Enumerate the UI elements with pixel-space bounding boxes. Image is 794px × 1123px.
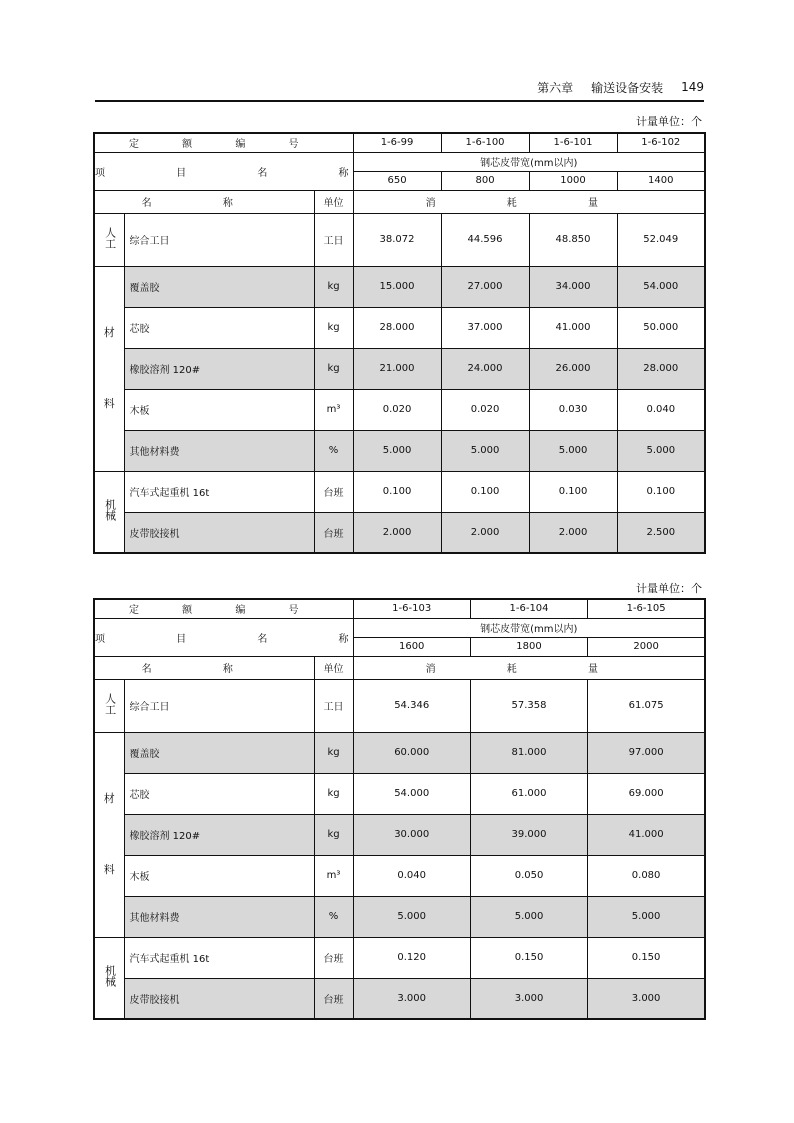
consumption-value: 81.000 xyxy=(470,732,587,773)
table-row xyxy=(94,814,705,855)
item-name-label: 项 目 名 称 xyxy=(94,618,353,656)
consumption-value: 97.000 xyxy=(588,732,705,773)
consumption-value: 5.000 xyxy=(588,896,705,937)
belt-width-value: 1600 xyxy=(353,637,470,656)
category-labor xyxy=(94,213,124,266)
table-row xyxy=(94,855,705,896)
resource-unit: % xyxy=(314,430,353,471)
table-row xyxy=(94,348,705,389)
resource-unit: 台班 xyxy=(314,471,353,512)
resource-unit: m³ xyxy=(314,855,353,896)
quota-code: 1-6-99 xyxy=(353,133,441,152)
resource-unit: kg xyxy=(314,814,353,855)
belt-width-group-label: 钢芯皮带宽(mm以内) xyxy=(353,618,705,637)
resource-name: 汽车式起重机 16t xyxy=(124,471,314,512)
resource-name: 皮带胶接机 xyxy=(124,978,314,1019)
category-materials-bottom: 料 xyxy=(103,396,115,410)
unit-note-2: 计量单位：个 xyxy=(636,582,702,595)
consumption-value: 0.150 xyxy=(470,937,587,978)
table-row xyxy=(94,978,705,1019)
consumption-value: 30.000 xyxy=(353,814,470,855)
resource-name: 木板 xyxy=(124,389,314,430)
chapter-label: 第六章 xyxy=(537,80,574,95)
consumption-value: 5.000 xyxy=(470,896,587,937)
consumption-value: 0.050 xyxy=(470,855,587,896)
quota-number-label: 定 额 编 号 xyxy=(94,133,353,152)
consumption-value: 28.000 xyxy=(353,307,441,348)
resource-unit: % xyxy=(314,896,353,937)
resource-name: 橡胶溶剂 120# xyxy=(124,348,314,389)
resource-unit: 台班 xyxy=(314,512,353,553)
consumption-value: 5.000 xyxy=(353,896,470,937)
category-labor-label: 人工 xyxy=(103,226,117,249)
quota-code: 1-6-101 xyxy=(529,133,617,152)
table-row xyxy=(94,732,705,773)
table-row xyxy=(94,773,705,814)
table-row xyxy=(94,266,705,307)
category-machinery-label: 机械 xyxy=(103,964,117,987)
consumption-value: 34.000 xyxy=(529,266,617,307)
page-header xyxy=(95,74,704,102)
resource-name: 汽车式起重机 16t xyxy=(124,937,314,978)
resource-name: 芯胶 xyxy=(124,307,314,348)
item-name-label: 项 目 名 称 xyxy=(94,152,353,190)
consumption-value: 24.000 xyxy=(441,348,529,389)
quota-table-1 xyxy=(93,132,706,554)
consumption-value: 54.000 xyxy=(353,773,470,814)
consumption-value: 15.000 xyxy=(353,266,441,307)
consumption-label: 消 耗 量 xyxy=(353,656,705,679)
resource-unit: 台班 xyxy=(314,937,353,978)
quota-code: 1-6-102 xyxy=(617,133,705,152)
resource-name: 其他材料费 xyxy=(124,896,314,937)
resource-unit: kg xyxy=(314,732,353,773)
resource-unit: 工日 xyxy=(314,213,353,266)
consumption-value: 2.000 xyxy=(441,512,529,553)
table-row xyxy=(94,512,705,553)
consumption-value: 0.040 xyxy=(617,389,705,430)
quota-code: 1-6-105 xyxy=(588,599,705,618)
category-materials xyxy=(94,732,124,937)
consumption-value: 61.000 xyxy=(470,773,587,814)
consumption-value: 0.150 xyxy=(588,937,705,978)
unit-column-label: 单位 xyxy=(314,656,353,679)
unit-column-label: 单位 xyxy=(314,190,353,213)
unit-note-1: 计量单位：个 xyxy=(636,115,702,128)
table-row xyxy=(94,471,705,512)
resource-unit: m³ xyxy=(314,389,353,430)
consumption-value: 26.000 xyxy=(529,348,617,389)
resource-name: 综合工日 xyxy=(124,213,314,266)
resource-unit: kg xyxy=(314,307,353,348)
category-materials-bottom: 料 xyxy=(103,862,115,876)
belt-width-value: 1800 xyxy=(470,637,587,656)
name-column-label: 名 称 xyxy=(94,190,314,213)
category-labor-label: 人工 xyxy=(103,692,117,715)
consumption-value: 0.100 xyxy=(441,471,529,512)
resource-unit: 工日 xyxy=(314,679,353,732)
resource-name: 橡胶溶剂 120# xyxy=(124,814,314,855)
belt-width-value: 650 xyxy=(353,171,441,190)
consumption-value: 50.000 xyxy=(617,307,705,348)
consumption-value: 0.100 xyxy=(617,471,705,512)
consumption-value: 3.000 xyxy=(470,978,587,1019)
resource-name: 其他材料费 xyxy=(124,430,314,471)
table-row xyxy=(94,430,705,471)
category-machinery-label: 机械 xyxy=(103,498,117,521)
consumption-value: 28.000 xyxy=(617,348,705,389)
resource-unit: 台班 xyxy=(314,978,353,1019)
category-machinery xyxy=(94,471,124,553)
consumption-value: 52.049 xyxy=(617,213,705,266)
table-row xyxy=(94,937,705,978)
consumption-value: 0.100 xyxy=(529,471,617,512)
consumption-value: 38.072 xyxy=(353,213,441,266)
category-materials-top: 材 xyxy=(103,325,115,339)
belt-width-value: 1400 xyxy=(617,171,705,190)
consumption-value: 5.000 xyxy=(353,430,441,471)
consumption-value: 0.020 xyxy=(441,389,529,430)
consumption-value: 37.000 xyxy=(441,307,529,348)
consumption-value: 54.346 xyxy=(353,679,470,732)
consumption-value: 0.020 xyxy=(353,389,441,430)
category-labor xyxy=(94,679,124,732)
table-row xyxy=(94,307,705,348)
consumption-value: 27.000 xyxy=(441,266,529,307)
consumption-value: 0.100 xyxy=(353,471,441,512)
resource-unit: kg xyxy=(314,348,353,389)
table-row xyxy=(94,213,705,266)
consumption-value: 0.080 xyxy=(588,855,705,896)
consumption-value: 41.000 xyxy=(588,814,705,855)
belt-width-group-label: 钢芯皮带宽(mm以内) xyxy=(353,152,705,171)
consumption-value: 69.000 xyxy=(588,773,705,814)
consumption-value: 48.850 xyxy=(529,213,617,266)
resource-name: 综合工日 xyxy=(124,679,314,732)
consumption-value: 5.000 xyxy=(617,430,705,471)
consumption-value: 0.030 xyxy=(529,389,617,430)
name-column-label: 名 称 xyxy=(94,656,314,679)
consumption-value: 44.596 xyxy=(441,213,529,266)
resource-name: 芯胶 xyxy=(124,773,314,814)
consumption-value: 3.000 xyxy=(588,978,705,1019)
quota-table-2 xyxy=(93,598,706,1020)
consumption-value: 3.000 xyxy=(353,978,470,1019)
consumption-value: 61.075 xyxy=(588,679,705,732)
consumption-value: 2.500 xyxy=(617,512,705,553)
consumption-value: 54.000 xyxy=(617,266,705,307)
consumption-value: 57.358 xyxy=(470,679,587,732)
category-machinery xyxy=(94,937,124,1019)
quota-code: 1-6-100 xyxy=(441,133,529,152)
belt-width-value: 800 xyxy=(441,171,529,190)
quota-code: 1-6-104 xyxy=(470,599,587,618)
resource-name: 皮带胶接机 xyxy=(124,512,314,553)
consumption-value: 21.000 xyxy=(353,348,441,389)
resource-name: 木板 xyxy=(124,855,314,896)
consumption-value: 41.000 xyxy=(529,307,617,348)
consumption-value: 39.000 xyxy=(470,814,587,855)
resource-unit: kg xyxy=(314,773,353,814)
table-row xyxy=(94,679,705,732)
consumption-label: 消 耗 量 xyxy=(353,190,705,213)
belt-width-value: 2000 xyxy=(588,637,705,656)
consumption-value: 60.000 xyxy=(353,732,470,773)
table-row xyxy=(94,389,705,430)
quota-number-label: 定 额 编 号 xyxy=(94,599,353,618)
consumption-value: 2.000 xyxy=(353,512,441,553)
belt-width-value: 1000 xyxy=(529,171,617,190)
consumption-value: 0.040 xyxy=(353,855,470,896)
category-materials-top: 材 xyxy=(103,791,115,805)
consumption-value: 2.000 xyxy=(529,512,617,553)
resource-name: 覆盖胶 xyxy=(124,732,314,773)
chapter-title: 输送设备安装 xyxy=(591,80,664,95)
consumption-value: 5.000 xyxy=(441,430,529,471)
category-materials xyxy=(94,266,124,471)
consumption-value: 5.000 xyxy=(529,430,617,471)
quota-code: 1-6-103 xyxy=(353,599,470,618)
page-number: 149 xyxy=(681,80,704,94)
resource-name: 覆盖胶 xyxy=(124,266,314,307)
consumption-value: 0.120 xyxy=(353,937,470,978)
table-row xyxy=(94,896,705,937)
resource-unit: kg xyxy=(314,266,353,307)
